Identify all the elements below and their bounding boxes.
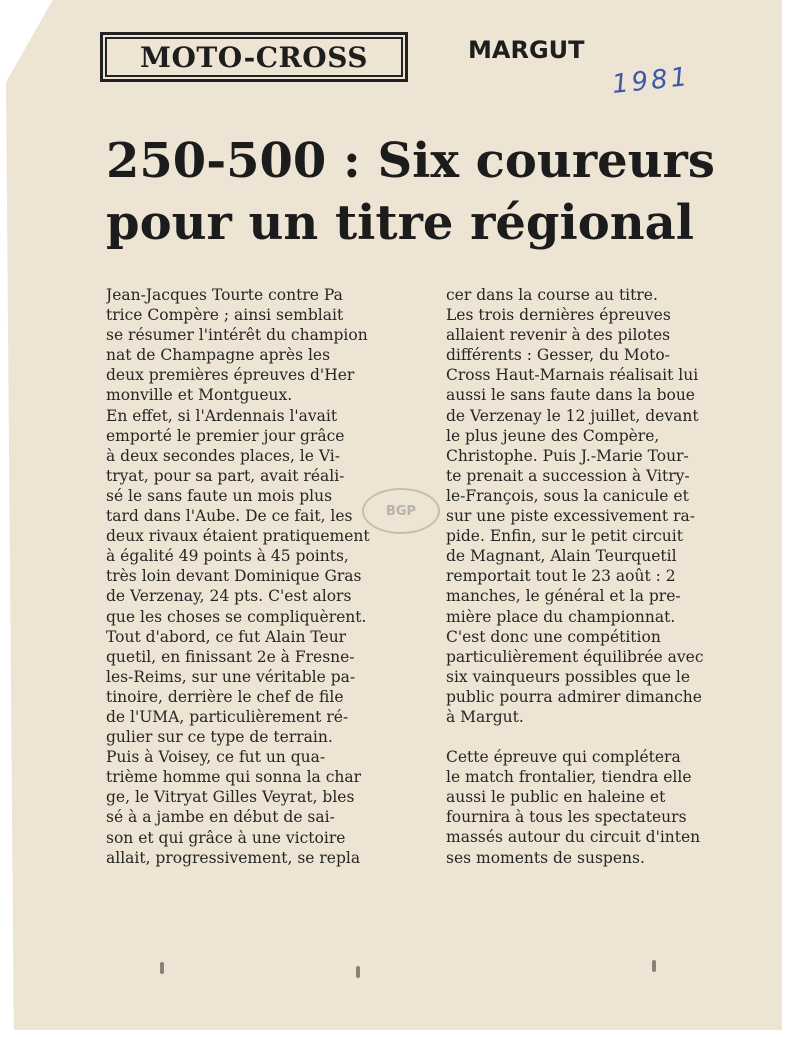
article-line: le match frontalier, tiendra elle bbox=[446, 768, 692, 787]
article-line: public pourra admirer dimanche bbox=[446, 687, 702, 706]
article-line: Les trois dernières épreuves bbox=[446, 306, 671, 325]
article-line: pide. Enfin, sur le petit circuit bbox=[446, 527, 683, 546]
article-line: massés autour du circuit d'inten bbox=[446, 828, 701, 847]
headline-line-2: pour un titre régional bbox=[106, 195, 694, 251]
article-line: fournira à tous les spectateurs bbox=[446, 808, 687, 827]
article-line: de Verzenay le 12 juillet, devant bbox=[446, 406, 699, 425]
article-line: six vainqueurs possibles que le bbox=[446, 667, 691, 686]
article-line: emporté le premier jour grâce bbox=[106, 426, 345, 445]
article-line: particulièrement équilibrée avec bbox=[446, 647, 704, 666]
article-line: En effet, si l'Ardennais l'avait bbox=[106, 406, 338, 425]
article-line: le plus jeune des Compère, bbox=[446, 426, 660, 445]
article-line: te prenait a succession à Vitry- bbox=[446, 466, 690, 485]
article-line: son et qui grâce à une victoire bbox=[106, 828, 346, 847]
article-line: les-Reims, sur une véritable pa- bbox=[106, 667, 356, 686]
article-line: de Magnant, Alain Teurquetil bbox=[446, 547, 677, 566]
headline-line-1: 250-500 : Six coureurs bbox=[106, 133, 715, 189]
article-line: aussi le public en haleine et bbox=[446, 788, 666, 807]
article-line: Jean-Jacques Tourte contre Pa bbox=[106, 286, 343, 304]
paragraph-gap bbox=[446, 727, 754, 747]
article-line: aussi le sans faute dans la boue bbox=[446, 386, 695, 405]
article-line: monville et Montgueux. bbox=[106, 386, 293, 405]
article-line: sé le sans faute un mois plus bbox=[106, 486, 333, 505]
article-line: se résumer l'intérêt du champion bbox=[106, 326, 368, 345]
article-paragraph-group-2 bbox=[446, 747, 754, 868]
article-line: allait, progressivement, se repla bbox=[106, 848, 361, 867]
article-line: à deux secondes places, le Vi- bbox=[106, 446, 340, 465]
article-line: à égalité 49 points à 45 points, bbox=[106, 547, 349, 566]
article-line: Puis à Voisey, ce fut un qua- bbox=[106, 748, 326, 767]
article-line: Cross Haut-Marnais réalisait lui bbox=[446, 366, 699, 385]
article-column-right bbox=[446, 285, 754, 868]
article-line: remportait tout le 23 août : 2 bbox=[446, 567, 676, 586]
handwritten-year: 1981 bbox=[610, 61, 692, 101]
binding-hole bbox=[356, 966, 360, 978]
library-stamp: BGP bbox=[362, 488, 440, 534]
location-label: MARGUT bbox=[468, 36, 585, 64]
article-line: le-François, sous la canicule et bbox=[446, 486, 689, 505]
article-line: tinoire, derrière le chef de file bbox=[106, 687, 344, 706]
article-line: tryat, pour sa part, avait réali- bbox=[106, 466, 345, 485]
article-line: allaient revenir à des pilotes bbox=[446, 326, 671, 345]
article-line: trième homme qui sonna la char bbox=[106, 768, 362, 787]
article-line: très loin devant Dominique Gras bbox=[106, 567, 362, 586]
article-line: ses moments de suspens. bbox=[446, 848, 645, 867]
article-line: deux rivaux étaient pratiquement bbox=[106, 527, 370, 546]
article-line: de l'UMA, particulièrement ré- bbox=[106, 707, 349, 726]
article-column-left bbox=[106, 285, 414, 868]
article-line: cer dans la course au titre. bbox=[446, 286, 658, 304]
article-line: deux premières épreuves d'Her bbox=[106, 366, 355, 385]
article-line: mière place du championnat. bbox=[446, 607, 676, 626]
article-line: trice Compère ; ainsi semblait bbox=[106, 306, 344, 325]
article-line: tard dans l'Aube. De ce fait, les bbox=[106, 507, 353, 526]
article-line: nat de Champagne après les bbox=[106, 346, 331, 365]
article-line: Cette épreuve qui complétera bbox=[446, 748, 681, 767]
article-line: différents : Gesser, du Moto- bbox=[446, 346, 670, 365]
article-paragraph-group-1 bbox=[446, 285, 754, 727]
article-line: sur une piste excessivement ra- bbox=[446, 507, 695, 526]
section-label: MOTO-CROSS bbox=[100, 32, 408, 82]
article-line: sé à a jambe en début de sai- bbox=[106, 808, 335, 827]
article-line: à Margut. bbox=[446, 707, 524, 726]
article-line: quetil, en finissant 2e à Fresne- bbox=[106, 647, 355, 666]
article-line: ge, le Vitryat Gilles Veyrat, bles bbox=[106, 788, 355, 807]
article-line: C'est donc une compétition bbox=[446, 627, 661, 646]
article-line: de Verzenay, 24 pts. C'est alors bbox=[106, 587, 352, 606]
article-line: que les choses se compliquèrent. bbox=[106, 607, 367, 626]
article-line: gulier sur ce type de terrain. bbox=[106, 728, 333, 747]
binding-hole bbox=[652, 960, 656, 972]
article-line: manches, le général et la pre- bbox=[446, 587, 681, 606]
binding-hole bbox=[160, 962, 164, 974]
article-line: Tout d'abord, ce fut Alain Teur bbox=[106, 627, 347, 646]
headline bbox=[106, 130, 766, 254]
article-line: Christophe. Puis J.-Marie Tour- bbox=[446, 446, 689, 465]
